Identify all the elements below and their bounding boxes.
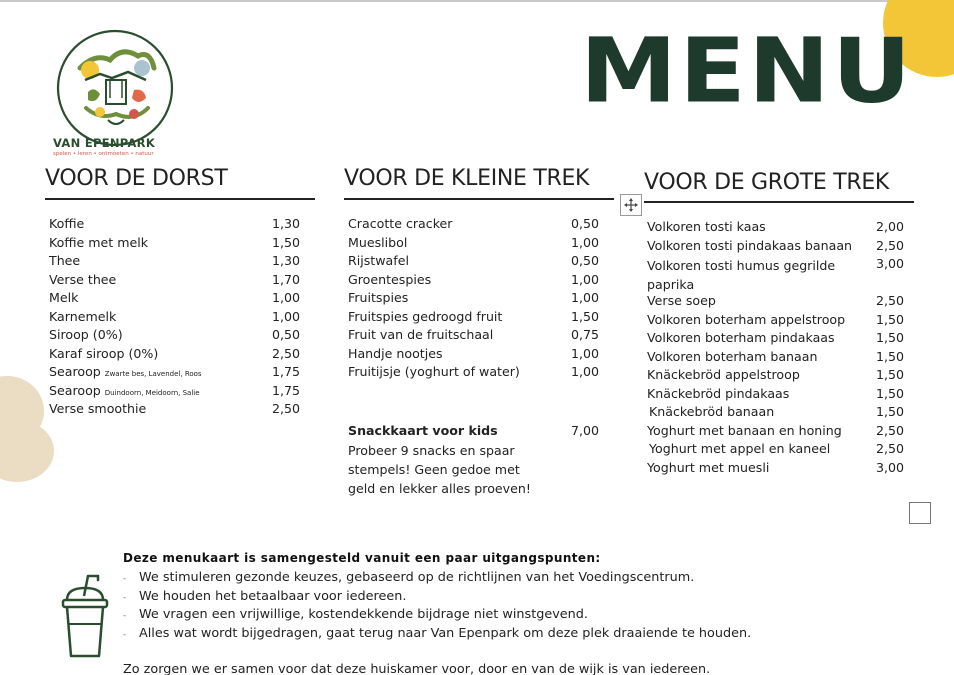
menu-item: Karaf siroop (0%) 2,50 — [49, 345, 300, 361]
list-item: - We stimuleren gezonde keuzes, gebaseerd op de richtlijnen van het Voedingscentrum. — [123, 570, 695, 585]
menu-item: Thee 1,30 — [49, 253, 300, 268]
logo-name: VAN EPENPARK — [53, 136, 156, 150]
menu-item: Searoop Zwarte bes, Lavendel, Roos 1,75 — [49, 364, 300, 379]
menu-item: Volkoren tosti kaas 2,00 — [647, 219, 904, 234]
heading-voor-de-grote-trek: VOOR DE GROTE TREK — [644, 170, 890, 195]
menu-item: Koffie met melk 1,50 — [49, 234, 300, 250]
menu-item: Knäckebröd appelstroop 1,50 — [647, 367, 904, 382]
snack-card-row: Snackkaart voor kids 7,00 — [348, 423, 599, 438]
snack-card-description: Probeer 9 snacks en spaar stempels! Geen gedoe met geld en lekker alles proeven! — [348, 443, 531, 496]
list-item: - Alles wat wordt bijgedragen, gaat terug naar Van Epenpark om deze plek draaiende te houden. — [123, 625, 752, 641]
menu-item: Verse smoothie 2,50 — [49, 401, 300, 416]
decorative-blob — [0, 420, 54, 482]
menu-item: Karnemelk 1,00 — [49, 308, 300, 324]
menu-item: Knäckebröd pindakaas 1,50 — [647, 385, 904, 401]
page-top-border — [0, 0, 954, 2]
heading-underline — [45, 198, 315, 200]
menu-item: Cracotte cracker 0,50 — [348, 216, 599, 231]
heading-underline — [344, 198, 614, 200]
info-title: Deze menukaart is samengesteld vanuit een paar uitgangspunten: — [123, 551, 601, 565]
heading-underline — [644, 201, 914, 203]
list-item: - We houden het betaalbaar voor iedereen. — [123, 588, 407, 604]
menu-item: Groentespies 1,00 — [348, 271, 599, 287]
menu-item: Volkoren tosti humus gegrilde paprika 3,00 — [647, 256, 904, 292]
menu-item: Yoghurt met banaan en honing 2,50 — [647, 422, 904, 438]
menu-item: Verse soep 2,50 — [647, 293, 904, 308]
menu-item: Handje nootjes 1,00 — [348, 345, 599, 361]
menu-item: Mueslibol 1,00 — [348, 234, 599, 250]
menu-item: Siroop (0%) 0,50 — [49, 327, 300, 342]
info-footer: Zo zorgen we er samen voor dat deze huiskamer voor, door en van de wijk is van iedereen. — [123, 662, 711, 675]
menu-item: Yoghurt met muesli 3,00 — [647, 459, 904, 475]
menu-item: Yoghurt met appel en kaneel 2,50 — [649, 441, 904, 456]
menu-item: Fruit van de fruitschaal 0,75 — [348, 327, 599, 342]
move-handle-icon[interactable] — [620, 194, 642, 216]
checkbox-icon[interactable] — [909, 502, 931, 524]
heading-voor-de-dorst: VOOR DE DORST — [45, 166, 228, 191]
menu-item: Searoop Duindoorn, Meidoorn, Salie 1,75 — [49, 382, 300, 398]
menu-item: Fruitspies 1,00 — [348, 290, 599, 305]
menu-item: Volkoren tosti pindakaas banaan 2,50 — [647, 237, 904, 253]
info-bullet-list — [123, 570, 751, 644]
list-item: - We vragen een vrijwillige, kostendekkende bijdrage niet winstgevend. — [123, 607, 588, 622]
menu-item: Fruitspies gedroogd fruit 1,50 — [348, 308, 599, 324]
menu-item: Verse thee 1,70 — [49, 271, 300, 287]
logo-subtitle: spelen • leren • ontmoeten • natuur — [53, 151, 154, 157]
menu-item: Fruitijsje (yoghurt of water) 1,00 — [348, 364, 599, 379]
menu-item: Volkoren boterham pindakaas 1,50 — [647, 330, 904, 345]
smoothie-cup-icon — [60, 574, 110, 660]
menu-item: Rijstwafel 0,50 — [348, 253, 599, 268]
menu-title: MENU — [580, 18, 914, 123]
heading-voor-de-kleine-trek: VOOR DE KLEINE TREK — [344, 166, 590, 191]
menu-item: Melk 1,00 — [49, 290, 300, 305]
menu-item: Knäckebröd banaan 1,50 — [649, 404, 904, 419]
menu-item: Volkoren boterham appelstroop 1,50 — [647, 311, 904, 327]
menu-item: Koffie 1,30 — [49, 216, 300, 231]
menu-item: Volkoren boterham banaan 1,50 — [647, 348, 904, 364]
